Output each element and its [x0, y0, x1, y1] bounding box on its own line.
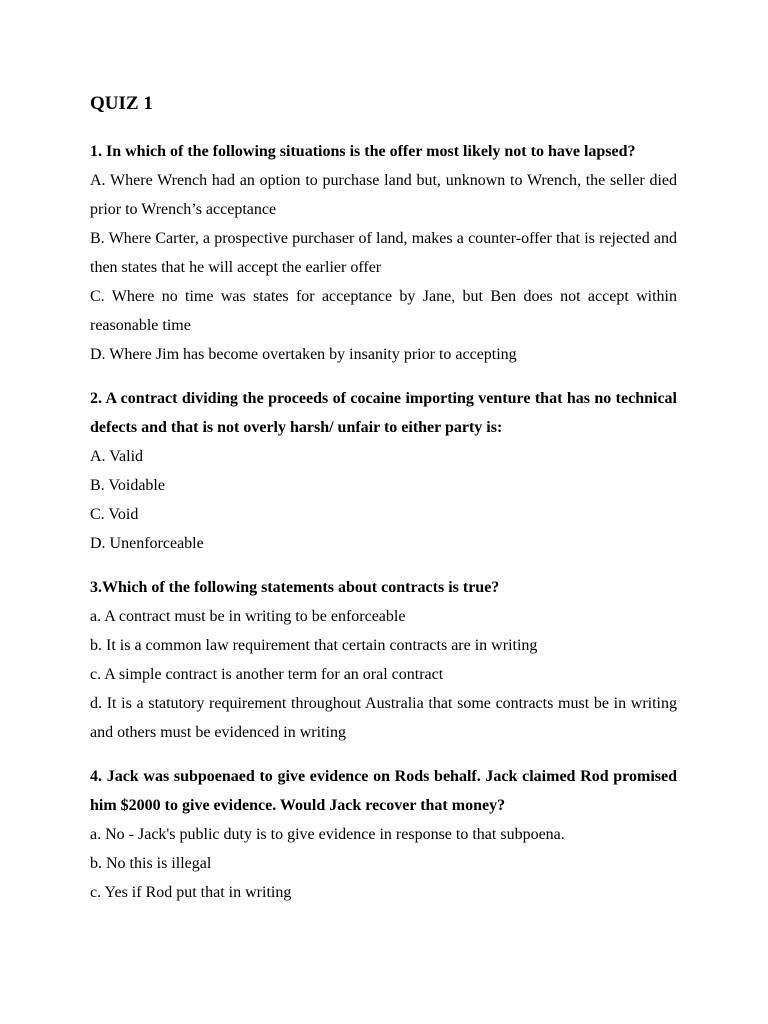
question-4-option-b: b. No this is illegal	[90, 855, 212, 872]
question-2-option-d: D. Unenforceable	[90, 535, 204, 552]
quiz-document	[90, 90, 677, 922]
question-4-text: 4. Jack was subpoenaed to give evidence on Rods behalf. Jack claimed Rod promised him $2000 to give evidence. Would Jack recover that money?	[90, 768, 677, 814]
question-4	[90, 762, 677, 907]
question-3-option-d: d. It is a statutory requirement throughout Australia that some contracts must be in writing and others must be evidenced in writing	[90, 695, 677, 741]
quiz-title: QUIZ 1	[90, 93, 153, 114]
question-4-option-a: a. No - Jack's public duty is to give evidence in response to that subpoena.	[90, 826, 565, 843]
question-3-text: 3.Which of the following statements about contracts is true?	[90, 579, 500, 596]
question-1-option-c: C. Where no time was states for acceptance by Jane, but Ben does not accept within reasonable time	[90, 288, 677, 334]
question-1-option-d: D. Where Jim has become overtaken by insanity prior to accepting	[90, 346, 517, 363]
question-2	[90, 384, 677, 558]
question-3-option-b: b. It is a common law requirement that certain contracts are in writing	[90, 637, 538, 654]
question-2-option-c: C. Void	[90, 506, 139, 523]
question-3-option-a: a. A contract must be in writing to be enforceable	[90, 608, 406, 625]
question-2-text: 2. A contract dividing the proceeds of cocaine importing venture that has no technical defects and that is not overly harsh/ unfair to either party is:	[90, 390, 677, 436]
question-2-option-b: B. Voidable	[90, 477, 165, 494]
question-1-text: 1. In which of the following situations is the offer most likely not to have lapsed?	[90, 143, 636, 160]
question-1-option-a: A. Where Wrench had an option to purchase land but, unknown to Wrench, the seller died prior to Wrench’s acceptance	[90, 172, 677, 218]
question-3-option-c: c. A simple contract is another term for an oral contract	[90, 666, 444, 683]
question-3	[90, 573, 677, 747]
question-1-option-b: B. Where Carter, a prospective purchaser of land, makes a counter-offer that is rejected and then states that he will accept the earlier offer	[90, 230, 677, 276]
question-1	[90, 137, 677, 369]
question-4-option-c: c. Yes if Rod put that in writing	[90, 884, 292, 901]
question-2-option-a: A. Valid	[90, 448, 144, 465]
